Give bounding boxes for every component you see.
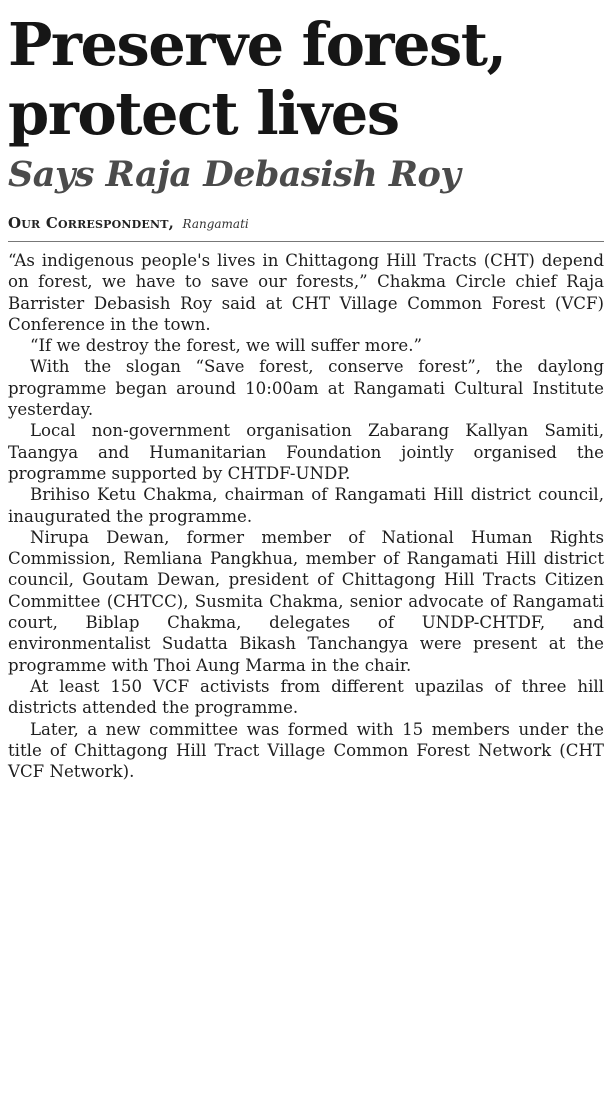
paragraph: Local non-government organisation Zabarang Kallyan Samiti, Taangya and Humanitarian Foundation jointly organised the programme supported by CHTDF-UNDP. (8, 421, 604, 483)
subheadline: Says Raja Debasish Roy (8, 154, 461, 195)
paragraph: Nirupa Dewan, former member of National Human Rights Commission, Remliana Pangkhua, member of Rangamati Hill district council, Goutam Dewan, president of Chittagong Hill Tracts Citizen Committee (CHTCC), Susmita Chakma, senior advocate of Rangamati court, Biblap Chakma, delegates of UNDP-CHTDF, and environmentalist Sudatta Bikash Tanchangya were present at the programme with Thoi Aung Marma in the chair. (8, 527, 604, 675)
paragraph: Brihiso Ketu Chakma, chairman of Rangamati Hill district council, inaugurated the programme. (8, 485, 604, 526)
headline (8, 10, 604, 148)
paragraph: With the slogan “Save forest, conserve forest”, the daylong programme began around 10:00am at Rangamati Cultural Institute yesterday. (8, 357, 604, 420)
headline-line-1: Preserve forest, (8, 10, 506, 79)
paragraph: “If we destroy the forest, we will suffer more.” (30, 336, 422, 356)
newspaper-clipping (8, 0, 604, 1114)
paragraph: “As indigenous people's lives in Chittagong Hill Tracts (CHT) depend on forest, we have to save our forests,” Chakma Circle chief Raja Barrister Debasish Roy said at CHT Village Common Forest (VCF) Conference in the town. (8, 251, 604, 334)
paragraph: At least 150 VCF activists from different upazilas of three hill districts attended the programme. (8, 676, 604, 718)
byline-author: Our Correspondent, (8, 214, 175, 232)
byline-location: Rangamati (182, 217, 249, 231)
byline (8, 214, 604, 242)
paragraph: Later, a new committee was formed with 15 members under the title of Chittagong Hill Tract Village Common Forest Network (CHT VCF Network). (8, 719, 604, 782)
headline-line-2: protect lives (8, 79, 399, 148)
article-body (8, 250, 604, 782)
